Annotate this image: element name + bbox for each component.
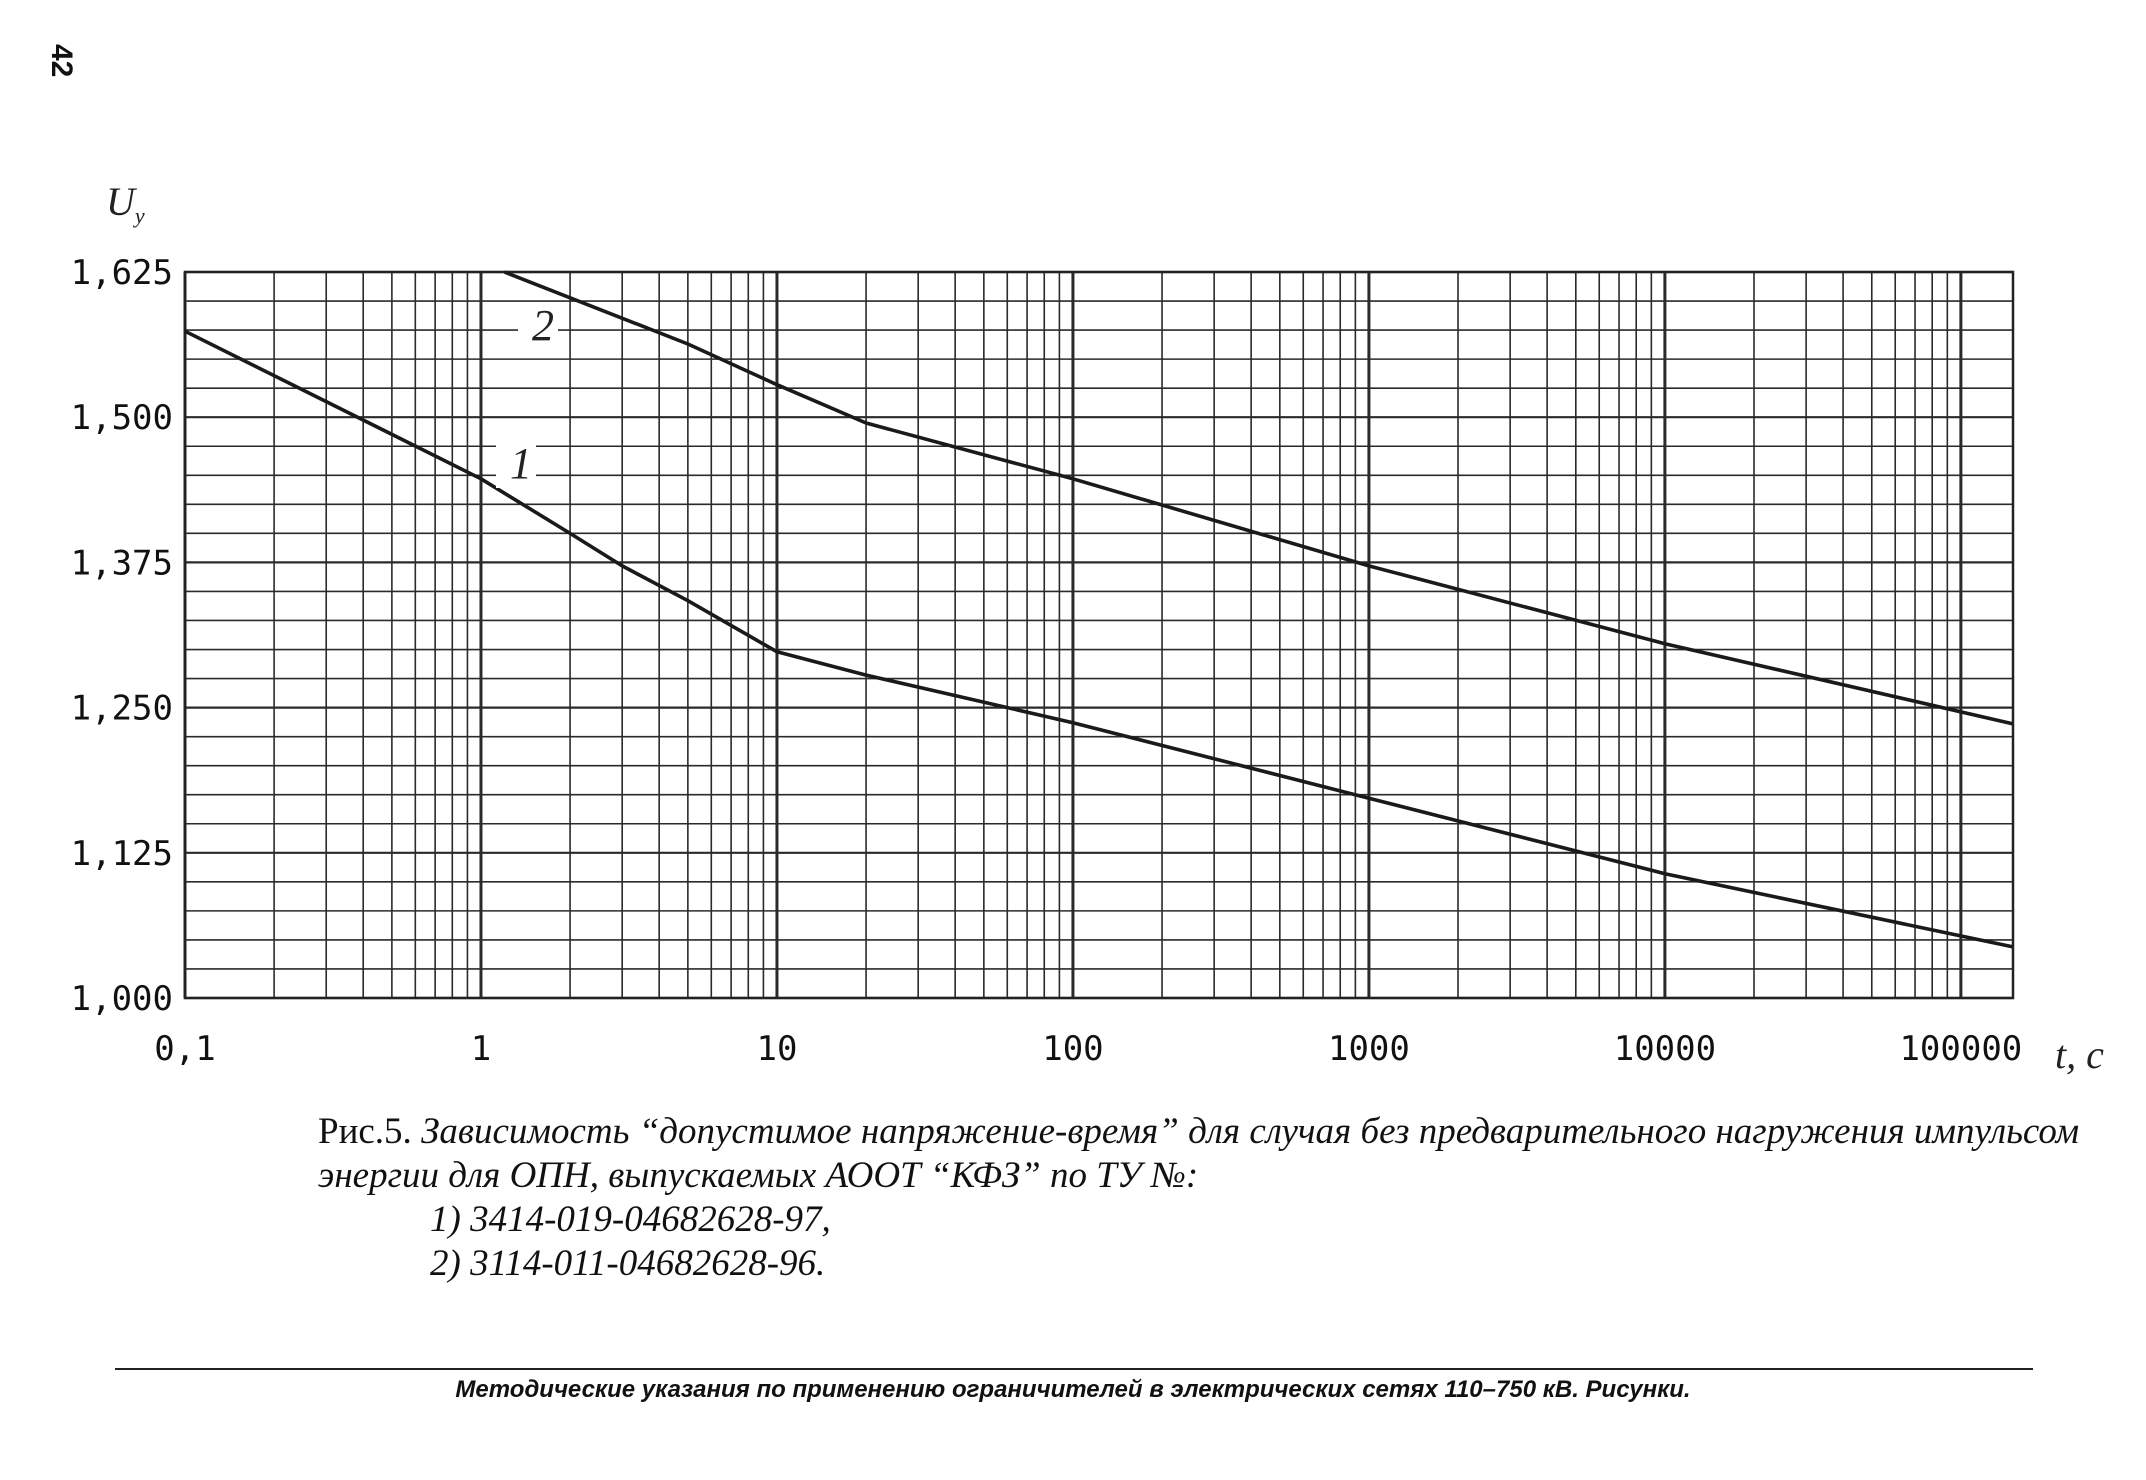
- series-layer: [185, 272, 2013, 947]
- y-axis-label: [106, 179, 145, 228]
- x-tick-label: 1: [470, 1029, 492, 1069]
- y-tick-label: 1,000: [70, 979, 173, 1019]
- series-label-2: 2: [532, 301, 554, 350]
- x-tick-label: 100: [1042, 1029, 1104, 1069]
- caption-text: Зависимость “допустимое напряжение-время” для случая без предварительного нагружения импульсом энергии для ОПН, выпускаемых АООТ “КФЗ” по ТУ №:: [318, 1111, 2080, 1196]
- x-tick-label: 10000: [1613, 1029, 1717, 1069]
- y-axis-label-sub: у: [134, 203, 145, 228]
- caption-prefix: Рис.5.: [318, 1111, 412, 1152]
- series-label-1: 1: [510, 439, 532, 488]
- figure-caption: [318, 1110, 2098, 1286]
- caption-item-1: 1) 3414-019-04682628-97,: [430, 1199, 831, 1240]
- x-tick-label: 0,1: [154, 1029, 216, 1069]
- y-tick-label: 1,500: [70, 398, 173, 439]
- caption-item-2: 2) 3114-011-04682628-96.: [430, 1243, 826, 1284]
- y-tick-label: 1,625: [70, 253, 173, 293]
- x-tick-label: 100000: [1899, 1029, 2023, 1069]
- y-tick-label: 1,375: [70, 543, 173, 584]
- y-tick-label: 1,250: [70, 688, 173, 729]
- x-tick-label: 1000: [1327, 1029, 1410, 1069]
- x-axis-label: t, с: [2055, 1032, 2104, 1077]
- series-line-1: [185, 331, 2013, 947]
- y-tick-label: 1,125: [70, 833, 173, 874]
- x-tick-label: 10: [756, 1029, 798, 1069]
- page-number: 42: [45, 44, 78, 78]
- y-axis-label-main: U: [106, 179, 135, 224]
- footer-text: Методические указания по применению ограничителей в электрических сетях 110–750 кВ. Рисунки.: [455, 1376, 1691, 1403]
- series-labels: [496, 301, 558, 488]
- footer-rule: [115, 1368, 2033, 1370]
